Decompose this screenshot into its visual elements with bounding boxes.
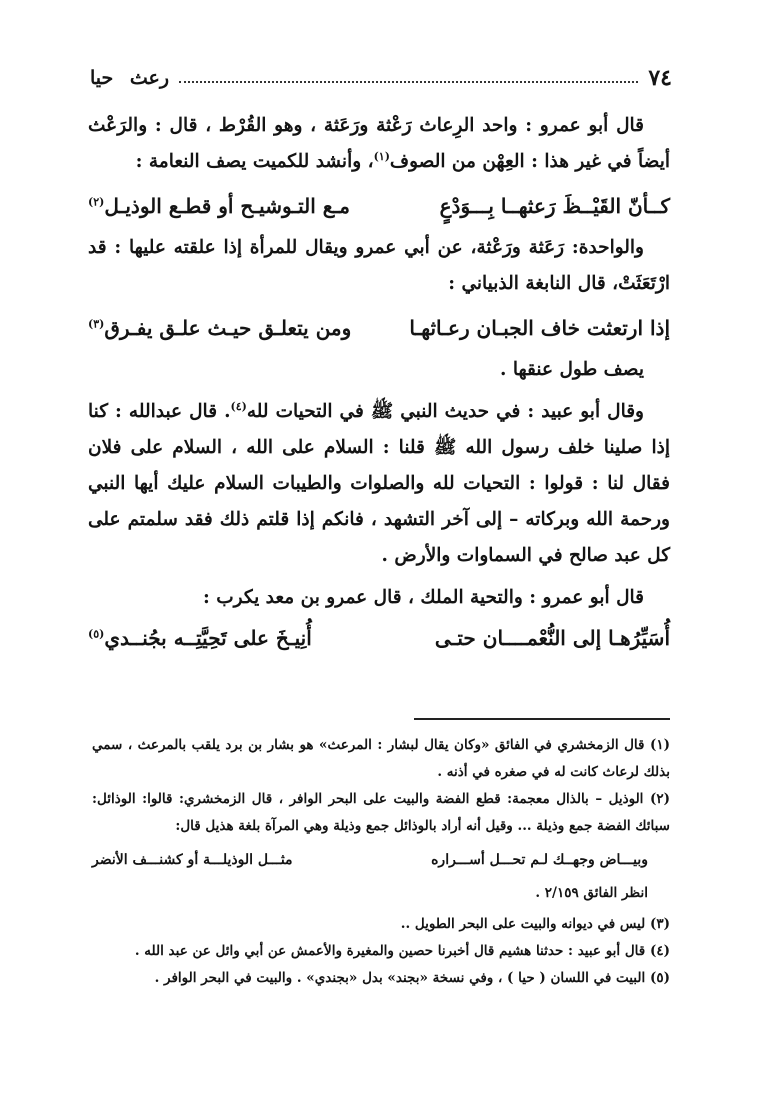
verse-1 [88, 184, 670, 228]
verse-3-first-hemistich: أُسَيِّرُهـا إلى النُّعْمــــان حتـى [434, 626, 670, 650]
paragraph-5: قال أبو عمرو : والتحية الملك ، قال عمرو بن معد يكرب : [202, 587, 644, 608]
paragraph-3: يصف طول عنقها . [500, 359, 644, 380]
footnote-3: (٣) ليس في ديوانه والبيت على البحر الطويل .. [400, 916, 670, 932]
footnote-2-verse [92, 846, 648, 874]
footnote-2: (٢) الوذيل – بالذال معجمة: قطع الفضة والبيت على البحر الوافر ، قال الزمخشري: قالوا: الوذائل: سبائك الفضة جمع وذيلة ... وقيل أنه أراد بالوذائل جمع وذيلة وهي المرآة بلغة هذيل قال: [92, 791, 670, 834]
verse-3 [88, 616, 670, 660]
main-text [88, 108, 670, 662]
page-number: ٧٤ [648, 65, 672, 91]
paragraph-1-end: ، وأنشد للكميت يصف النعامة : [135, 151, 374, 172]
verse-3-second-hemistich: أُنِيـخَ على تَحِيَّتِــه بجُنــدي [104, 626, 312, 650]
footnote-1: (١) قال الزمخشري في الفائق «وكان يقال لبشار : المرعث» هو بشار بن برد يلقب بالمرعث ، سمي بذلك لرعاث كانت له في صغره في أذنه . [92, 737, 670, 780]
footnotes [92, 732, 670, 992]
paragraph-4-rest: . قال عبدالله : كنا إذا صلينا خلف رسول الله ﷺ قلنا : السلام على الله ، السلام على فلان فقال لنا : قولوا : التحيات لله والصلوات والطيبات السلام عليك أيها النبي ورحمة الله وبركاته – إلى آخر التشهد ، فانكم إذا قلتم ذلك فقد سلمتم على كل عبد صالح في السماوات والأرض . [88, 401, 670, 566]
footnote-ref-2: (٢) [88, 195, 105, 209]
verse-1-second-hemistich: مـع التـوشيـح أو قطـع الوذيـل [104, 194, 351, 218]
footnote-ref-1: (١) [373, 149, 390, 163]
footnote-ref-3: (٣) [88, 317, 105, 331]
footnote-separator [414, 718, 670, 720]
paragraph-2: والواحدة: رَعَثة ورَعْثة، عن أبي عمرو ويقال للمرأة إذا علقته عليها : قد ارْتَعَثَتْ، قال النابغة الذبياني : [88, 237, 670, 294]
verse-3-second-hemistich-wrap [88, 616, 312, 660]
footnote-ref-4: (٤) [230, 399, 247, 413]
footnote-5: (٥) البيت في اللسان ( حيا ) ، وفي نسخة «بجند» بدل «بجندي» . والبيت في البحر الوافر . [154, 970, 670, 986]
footnote-2-source: انظر الفائق ٢/١٥٩ . [535, 885, 648, 901]
footnote-ref-5: (٥) [88, 627, 105, 641]
verse-1-first-hemistich: كــأنّ القَيْــظَ رَعثهــا بِـــوَدْعٍ [439, 194, 670, 218]
paragraph-1 [88, 108, 670, 180]
verse-2-second-hemistich-wrap [88, 306, 351, 350]
footnote-2-verse-first: وبيـــاض وجهــك لـم تحـــل أســـراره [431, 852, 648, 868]
running-title: رعث حيا [90, 67, 170, 89]
verse-1-second-hemistich-wrap [88, 184, 350, 228]
running-header [90, 66, 672, 90]
verse-2 [88, 306, 670, 350]
paragraph-4 [88, 394, 670, 574]
paragraph-1-text: قال أبو عمرو : واحد الرِعاث رَعْثة ورَعَثة ، وهو القُرْط ، قال : والرَعْث أيضاً في غير هذا : العِهْن من الصوف [88, 115, 670, 172]
verse-2-second-hemistich: ومن يتعلـق حيـث علـق يفـرق [104, 316, 352, 340]
paragraph-4-start: وقال أبو عبيد : في حديث النبي ﷺ في التحيات لله [246, 401, 644, 422]
verse-2-first-hemistich: إذا ارتعثت خاف الجبـان رعـاثهـا [409, 316, 670, 340]
footnote-2-verse-second: مثـــل الوذيلـــة أو كشنـــف الأنضر [92, 852, 293, 868]
header-dotted-rule [179, 81, 638, 83]
footnote-4: (٤) قال أبو عبيد : حدثنا هشيم قال أخبرنا حصين والمغيرة والأعمش عن أبي وائل عن عبد الله . [134, 943, 670, 959]
